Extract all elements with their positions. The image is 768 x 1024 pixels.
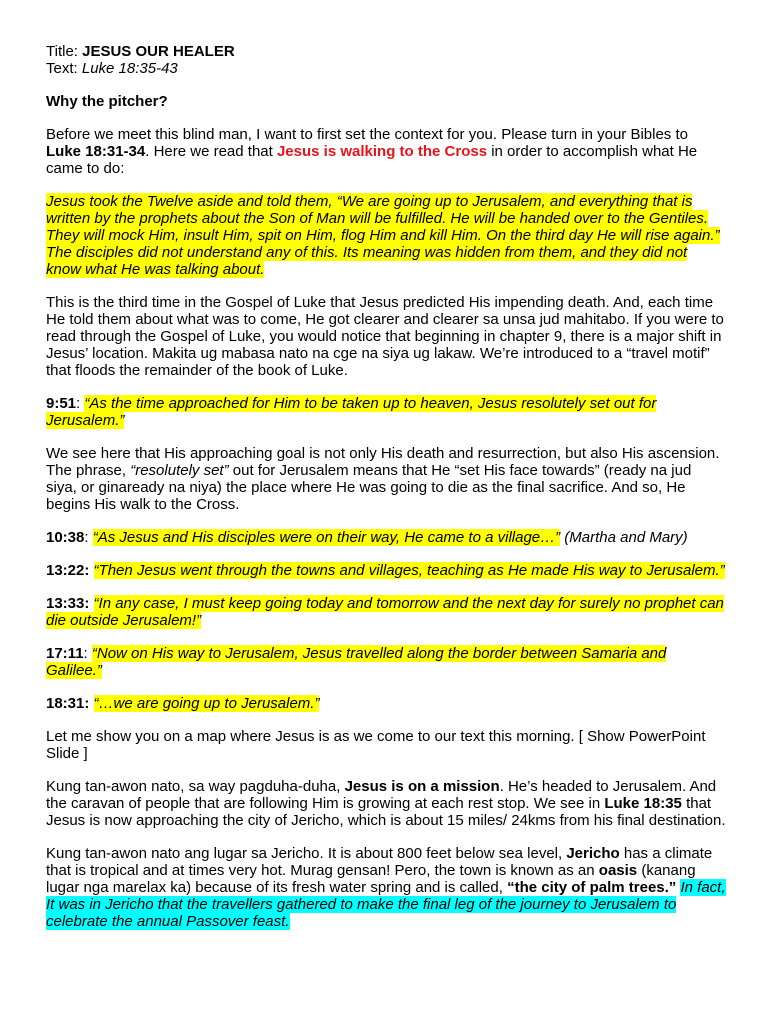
paragraph-text: Kung tan-awon nato ang lugar sa Jericho. It is about 800 feet below sea level,: [46, 845, 567, 862]
paragraph-text: out for Jerusalem means that He “set His face towards” (ready na jud siya, or ginaready na niya) the place where He was going to die as the final sacrifice. And so, He begins His walk to the Cross.: [46, 462, 692, 513]
verse-quote: “As the time approached for Him to be taken up to heaven, Jesus resolutely set out for Jerusalem.”: [46, 395, 657, 429]
paragraph-text: . He’s headed to Jerusalem. And the caravan of people that are following Him is growing at each rest stop. We see in: [46, 778, 717, 812]
phrase-emphasis: “resolutely set”: [130, 462, 229, 479]
verse-13-22: [46, 562, 726, 579]
verse-9-51: [46, 395, 726, 429]
cyan-highlight-text: In fact, It was in Jericho that the travellers gathered to make the final leg of the journey to Jerusalem to celebrate the annual Passover feast.: [46, 879, 726, 930]
paragraph-text: has a climate that is tropical and at times very hot. Murag gensan! Pero, the town is known as an: [46, 845, 713, 879]
verse-quote: “In any case, I must keep going today and tomorrow and the next day for surely no prophet can die outside Jerusalem!”: [46, 595, 724, 629]
scripture-reference: Luke 18:35-43: [81, 60, 178, 77]
verse-ref: 17:11: [46, 645, 84, 662]
text-label: Text:: [46, 60, 82, 77]
paragraph-text: (kanang lugar nga marelax ka) because of its fresh water spring and is called,: [46, 862, 696, 896]
emphasis-red: Jesus is walking to the Cross: [276, 143, 488, 160]
title-label: Title:: [46, 43, 83, 60]
section-heading-text: Why the pitcher?: [46, 93, 168, 110]
paragraph-text: Kung tan-awon nato, sa way pagduha-duha,: [46, 778, 345, 795]
sermon-title: JESUS OUR HEALER: [82, 43, 235, 60]
paragraph-map: Let me show you on a map where Jesus is as we come to our text this morning. [ Show PowerPoint Slide ]: [46, 728, 706, 762]
verse-quote: “Now on His way to Jerusalem, Jesus travelled along the border between Samaria and Galilee.”: [46, 645, 667, 679]
paragraph-ascension: [46, 445, 726, 513]
verse-ref: 9:51: [46, 395, 77, 412]
verse-ref: 13:22:: [46, 562, 90, 579]
jericho-emphasis: Jericho: [566, 845, 620, 862]
verse-quote: “Then Jesus went through the towns and villages, teaching as He made His way to Jerusalem.”: [93, 562, 725, 579]
paragraph-mission: [46, 778, 726, 829]
text-line: [46, 60, 726, 77]
paragraph-text: that Jesus is now approaching the city of Jericho, which is about 15 miles/ 24kms from his final destination.: [46, 795, 726, 829]
paragraph-context: [46, 126, 726, 177]
verse-ref: 10:38: [46, 529, 85, 546]
bible-reference: Luke 18:31-34: [46, 143, 146, 160]
title-line: [46, 43, 726, 60]
oasis-emphasis: oasis: [598, 862, 638, 879]
paragraph-third-time: This is the third time in the Gospel of Luke that Jesus predicted His impending death. And, each time He told them about what was to come, He got clearer and clearer sa unsa jud mahitabo. If you were to read through the Gospel of Luke, you would notice that beginning in chapter 9, there is a major shift in Jesus’ location. Makita ug mabasa nato na cge na siya ug lakaw. We’re introduced to a “travel motif” that floods the remainder of the book of Luke.: [46, 294, 724, 379]
paragraph-text: . Here we read that: [145, 143, 277, 160]
paragraph-text: in order to accomplish what He came to do:: [46, 143, 698, 177]
verse-quote: “As Jesus and His disciples were on their way, He came to a village…”: [92, 529, 561, 546]
separator: :: [84, 529, 93, 546]
separator: :: [83, 645, 92, 662]
verse-quote: “…we are going up to Jerusalem.”: [93, 695, 320, 712]
mission-emphasis: Jesus is on a mission: [344, 778, 500, 795]
verse-18-31: [46, 695, 726, 712]
bible-reference: Luke 18:35: [604, 795, 682, 812]
verse-ref: 13:33:: [46, 595, 90, 612]
paragraph-text: Before we meet this blind man, I want to first set the context for you. Please turn in your Bibles to: [46, 126, 688, 143]
paragraph-text: We see here that His approaching goal is not only His death and resurrection, but also His ascension. The phrase,: [46, 445, 720, 479]
separator: [89, 695, 93, 712]
quote-text: Jesus took the Twelve aside and told them, “We are going up to Jerusalem, and everything that is written by the prophets about the Son of Man will be fulfilled. He will be handed over to the Gentiles. They will mock Him, insult Him, spit on Him, flog Him and kill Him. On the third day He will rise again.” The disciples did not understand any of this. Its meaning was hidden from them, and they did not know what He was talking about.: [46, 193, 720, 278]
verse-13-33: [46, 595, 726, 629]
section-heading: [46, 93, 726, 110]
highlighted-quote: [46, 193, 726, 278]
verse-ref: 18:31:: [46, 695, 90, 712]
paragraph-jericho: [46, 845, 726, 930]
separator: [89, 595, 93, 612]
verse-17-11: [46, 645, 726, 679]
separator: [89, 562, 93, 579]
document-body: [46, 43, 726, 946]
separator: :: [76, 395, 85, 412]
palm-trees-emphasis: “the city of palm trees.”: [507, 879, 677, 896]
verse-10-38: [46, 529, 726, 546]
verse-note: (Martha and Mary): [560, 529, 688, 546]
